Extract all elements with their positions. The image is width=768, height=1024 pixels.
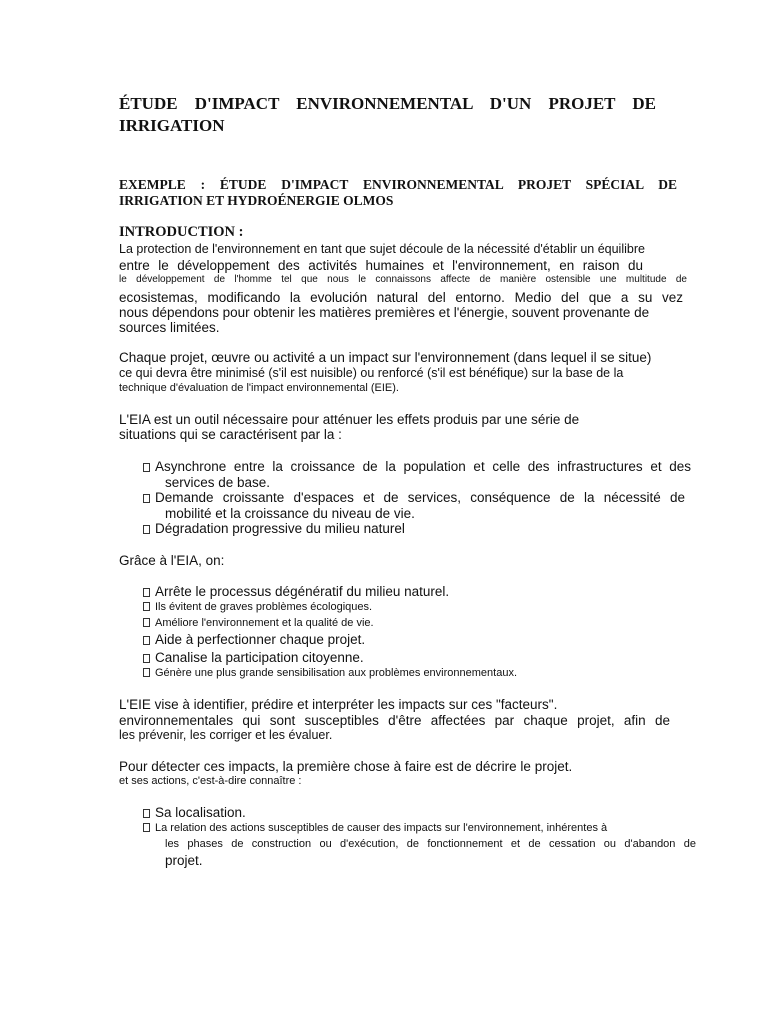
para4-line-2: environnementales qui sont susceptibles d'être affectées par chaque projet, afin de <box>119 713 670 728</box>
intro-line-3: le développement de l'homme tel que nous le connaissons affecte de manière ostensible une multitude de <box>119 274 687 285</box>
para2-line-3: technique d'évaluation de l'impact environnemental (EIE). <box>119 382 399 394</box>
para5-line-1: Pour détecter ces impacts, la première chose à faire est de décrire le projet. <box>119 759 573 774</box>
bullet-icon <box>143 654 150 663</box>
list-item-continuation: les phases de construction ou d'exécution, de fonctionnement et de cessation ou d'abandon de <box>165 838 696 850</box>
para5-line-2: et ses actions, c'est-à-dire connaître : <box>119 775 302 787</box>
para3-line-2: situations qui se caractérisent par la : <box>119 427 342 442</box>
bullet-icon <box>143 463 150 472</box>
intro-line-2: entre le développement des activités humaines et l'environnement, en raison du <box>119 258 643 273</box>
list-item: Canalise la participation citoyenne. <box>143 650 364 665</box>
list-item: Dégradation progressive du milieu naturel <box>143 521 405 536</box>
para3-line-1: L'EIA est un outil nécessaire pour atténuer les effets produis par une série de <box>119 412 580 427</box>
list-item: Ils évitent de graves problèmes écologiques. <box>143 601 372 613</box>
intro-line-1: La protection de l'environnement en tant que sujet découle de la nécessité d'établir un équilibre <box>119 242 645 256</box>
intro-line-5: nous dépendons pour obtenir les matières premières et l'énergie, souvent provenante de <box>119 305 650 320</box>
list-item: Aide à perfectionner chaque projet. <box>143 632 365 647</box>
grace-line: Grâce à l'EIA, on: <box>119 553 225 568</box>
list-item: Asynchrone entre la croissance de la population et celle des infrastructures et des <box>143 459 691 474</box>
bullet-icon <box>143 494 150 503</box>
list-item: La relation des actions susceptibles de causer des impacts sur l'environnement, inhérentes à <box>143 822 607 834</box>
bullet-icon <box>143 618 150 627</box>
para2-line-1: Chaque projet, œuvre ou activité a un impact sur l'environnement (dans lequel il se situe) <box>119 350 652 365</box>
bullet-icon <box>143 602 150 611</box>
bullet-icon <box>143 809 150 818</box>
para2-line-2: ce qui devra être minimisé (s'il est nuisible) ou renforcé (s'il est bénéfique) sur la base de la <box>119 366 624 380</box>
bullet-icon <box>143 588 150 597</box>
list-item-continuation: projet. <box>165 853 203 868</box>
document-subtitle: EXEMPLE : ÉTUDE D'IMPACT ENVIRONNEMENTAL PROJET SPÉCIAL DE IRRIGATION ET HYDROÉNERGIE OLMOS <box>119 177 677 208</box>
list-item: Sa localisation. <box>143 805 246 820</box>
intro-line-6: sources limitées. <box>119 320 220 335</box>
list-item: Améliore l'environnement et la qualité de vie. <box>143 617 374 629</box>
list-item-continuation: mobilité et la croissance du niveau de vie. <box>165 506 415 521</box>
list-item: Arrête le processus dégénératif du milieu naturel. <box>143 584 449 599</box>
bullet-icon <box>143 525 150 534</box>
bullet-icon <box>143 823 150 832</box>
intro-line-4: ecosistemas, modificando la evolución natural del entorno. Medio del que a su vez <box>119 290 683 305</box>
para4-line-1: L'EIE vise à identifier, prédire et interpréter les impacts sur ces "facteurs". <box>119 697 558 712</box>
bullet-icon <box>143 636 150 645</box>
list-item: Génère une plus grande sensibilisation aux problèmes environnementaux. <box>143 667 517 679</box>
intro-heading: INTRODUCTION : <box>119 224 244 240</box>
bullet-icon <box>143 668 150 677</box>
list-item-continuation: services de base. <box>165 475 271 490</box>
document-title: ÉTUDE D'IMPACT ENVIRONNEMENTAL D'UN PROJET DE IRRIGATION <box>119 94 656 135</box>
list-item: Demande croissante d'espaces et de services, conséquence de la nécessité de <box>143 490 685 505</box>
para4-line-3: les prévenir, les corriger et les évaluer. <box>119 728 333 742</box>
